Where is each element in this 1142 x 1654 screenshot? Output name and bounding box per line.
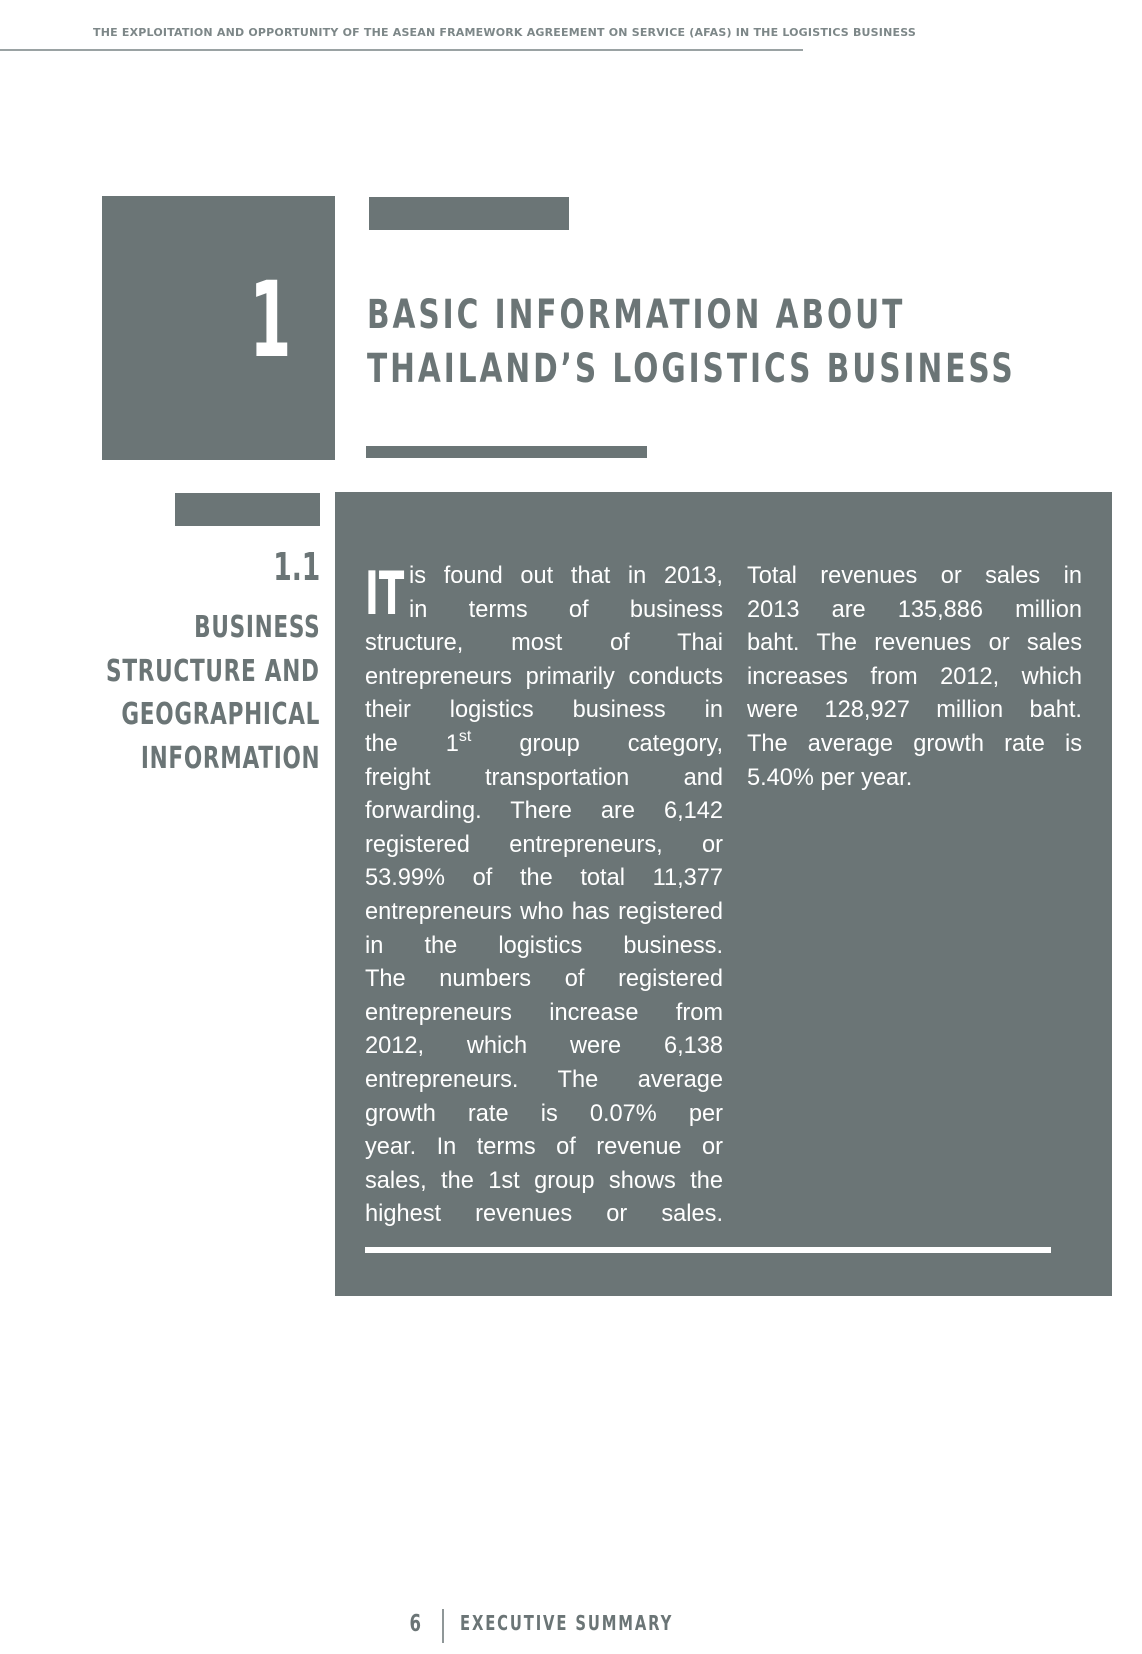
chapter-number-box xyxy=(102,196,335,460)
body-line: The average growth rate is xyxy=(747,730,1082,757)
section-title-line: INFORMATION xyxy=(140,740,320,776)
body-line: structure, most of Thai xyxy=(365,630,723,657)
body-line: Total revenues or sales in xyxy=(747,563,1082,589)
body-line: entrepreneurs who has registered xyxy=(365,898,723,925)
body-line: growth rate is 0.07% per xyxy=(365,1100,723,1127)
panel-rule xyxy=(365,1247,1051,1253)
body-line: registered entrepreneurs, or xyxy=(365,831,723,858)
body-line: 53.99% of the total 11,377 xyxy=(365,865,723,892)
body-line: in terms of business xyxy=(409,596,723,623)
running-header: THE EXPLOITATION AND OPPORTUNITY OF THE ASEAN FRAMEWORK AGREEMENT ON SERVICE (AFAS) IN THE LOGISTICS BUSINESS xyxy=(93,26,916,39)
chapter-title-line: BASIC INFORMATION ABOUT xyxy=(367,292,906,338)
section-bar xyxy=(175,493,320,526)
body-line: sales, the 1st group shows the xyxy=(365,1167,723,1194)
body-line: increases from 2012, which xyxy=(747,663,1082,690)
section-title-line: BUSINESS xyxy=(193,610,320,645)
body-line: forwarding. There are 6,142 xyxy=(365,798,723,825)
section-title-line: GEOGRAPHICAL xyxy=(121,697,320,732)
chapter-number: 1 xyxy=(249,259,291,381)
ordinal-prefix: the 1 xyxy=(365,730,459,757)
ordinal-superscript: st xyxy=(458,727,472,745)
body-line: in the logistics business. xyxy=(365,932,723,959)
footer-label: EXECUTIVE SUMMARY xyxy=(460,1611,674,1635)
footer-divider xyxy=(442,1609,444,1643)
decorative-bar xyxy=(366,446,647,458)
body-column-right xyxy=(747,560,1082,795)
body-line: were 128,927 million baht. xyxy=(747,697,1082,724)
body-line: year. In terms of revenue or xyxy=(365,1134,723,1161)
footer xyxy=(0,1607,1142,1647)
body-line: highest revenues or sales. xyxy=(365,1201,723,1228)
body-line: 2013 are 135,886 million xyxy=(747,596,1082,623)
body-line: is found out that in 2013, xyxy=(409,563,723,589)
body-line: The numbers of registered xyxy=(365,966,723,993)
body-line: 2012, which were 6,138 xyxy=(365,1033,723,1060)
body-line: 5.40% per year. xyxy=(747,764,913,791)
body-line: entrepreneurs. The average xyxy=(365,1066,723,1093)
decorative-bar xyxy=(369,197,569,230)
chapter-title-line: THAILAND’S LOGISTICS BUSINESS xyxy=(367,346,1016,392)
section-number: 1.1 xyxy=(272,545,320,589)
body-line: entrepreneurs primarily conducts xyxy=(365,663,723,690)
body-line: baht. The revenues or sales xyxy=(747,630,1082,657)
ordinal-rest: group category, xyxy=(519,730,724,757)
body-line: entrepreneurs increase from xyxy=(365,999,723,1026)
section-title xyxy=(20,606,320,780)
drop-cap: IT xyxy=(365,559,405,629)
body-column-left xyxy=(365,560,723,1232)
body-line: freight transportation and xyxy=(365,764,723,791)
header-rule xyxy=(0,49,803,51)
chapter-title xyxy=(367,288,1016,396)
content-panel xyxy=(335,492,1112,1296)
page-number: 6 xyxy=(409,1611,421,1637)
body-line: their logistics business in xyxy=(365,697,723,724)
section-title-line: STRUCTURE AND xyxy=(106,653,320,689)
body-line xyxy=(365,728,723,762)
